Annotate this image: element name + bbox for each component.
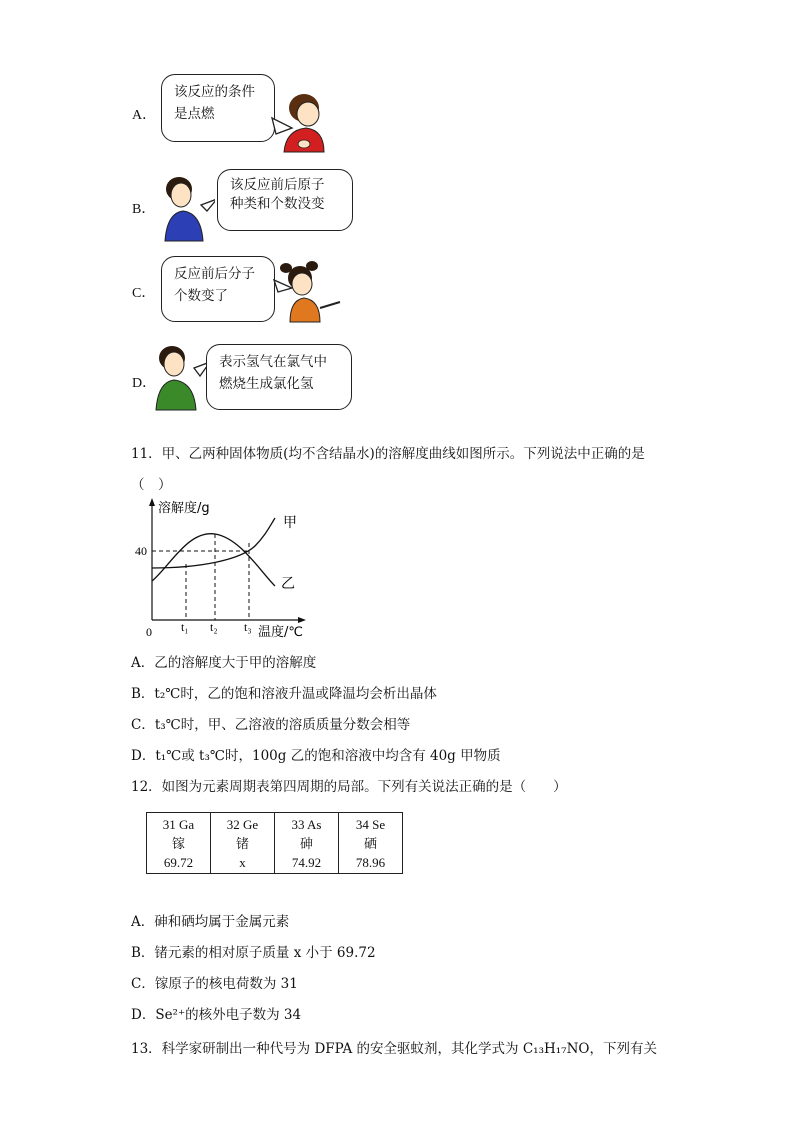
element-name: 锗	[235, 835, 249, 851]
series-label-yi: 乙	[281, 576, 295, 592]
element-mass: 69.72	[163, 854, 194, 870]
bubble-line-1: 该反应前后原子	[230, 177, 325, 193]
q11-option-c: C．t₃℃时，甲、乙溶液的溶质质量分数会相等	[131, 717, 411, 733]
y-axis-label: 溶解度/g	[158, 501, 210, 516]
bubble-line-1: 反应前后分子	[174, 266, 255, 282]
speech-bubble	[206, 344, 352, 410]
element-cell-as	[275, 813, 339, 874]
element-mass: x	[239, 854, 246, 870]
girl-pigtails-cartoon-icon	[268, 258, 348, 326]
element-header: 31 Ga	[162, 816, 195, 832]
element-cell-ge	[211, 813, 275, 874]
series-yi-curve	[152, 534, 275, 586]
q12-option-a: A．砷和硒均属于金属元素	[131, 914, 290, 930]
option-letter: A．	[132, 108, 157, 123]
bubble-line-1: 该反应的条件	[174, 84, 255, 100]
bubble-line-2: 个数变了	[174, 288, 228, 304]
element-header: 33 As	[291, 816, 322, 832]
solubility-chart	[130, 496, 330, 642]
q11-option-d: D．t₁℃或 t₃℃时，100g 乙的饱和溶液中均含有 40g 甲物质	[131, 748, 501, 764]
x-tick-label: t₁	[181, 620, 189, 634]
q12-option-c: C．镓原子的核电荷数为 31	[131, 976, 298, 992]
x-tick-label: t₃	[244, 620, 252, 634]
element-mass: 78.96	[355, 854, 386, 870]
q11-answer-paren: （ ）	[131, 477, 172, 493]
element-cell-se	[339, 813, 403, 874]
q12-stem: 12．如图为元素周期表第四周期的局部。下列有关说法正确的是（ ）	[131, 779, 567, 795]
origin-label: 0	[146, 625, 152, 639]
y-axis-arrow	[149, 498, 155, 506]
speech-bubble	[161, 256, 275, 322]
girl-cartoon-icon	[262, 88, 332, 158]
option-letter: D．	[132, 376, 157, 391]
x-axis-label: 温度/℃	[258, 625, 303, 640]
element-name: 硒	[363, 835, 377, 851]
x-tick-label: t₂	[210, 620, 218, 634]
q11-stem: 11．甲、乙两种固体物质(均不含结晶水)的溶解度曲线如图所示。下列说法中正确的是	[131, 446, 645, 462]
speech-bubble	[217, 169, 353, 231]
option-letter: B．	[132, 202, 156, 217]
element-mass: 74.92	[291, 854, 322, 870]
element-name: 镓	[171, 835, 185, 851]
bubble-line-2: 燃烧生成氯化氢	[219, 376, 314, 392]
q11-option-b: B．t₂℃时，乙的饱和溶液升温或降温均会析出晶体	[131, 686, 437, 702]
q12-option-d: D．Se²⁺的核外电子数为 34	[131, 1007, 302, 1023]
q12-option-b: B．锗元素的相对原子质量 x 小于 69.72	[131, 945, 376, 961]
chart-plot-area	[135, 498, 306, 640]
periodic-table-fragment	[146, 812, 403, 874]
element-cell-ga	[147, 813, 211, 874]
q11-option-a: A．乙的溶解度大于甲的溶解度	[131, 655, 317, 671]
bubble-line-2: 种类和个数没变	[230, 196, 325, 212]
option-letter: C．	[132, 286, 156, 301]
bubble-line-1: 表示氢气在氯气中	[219, 354, 327, 370]
element-header: 32 Ge	[226, 816, 259, 832]
q13-stem: 13．科学家研制出一种代号为 DFPA 的安全驱蚊剂，其化学式为 C₁₃H₁₇NO，下列有关	[131, 1041, 657, 1057]
boy-green-cartoon-icon	[150, 342, 208, 412]
element-header: 34 Se	[355, 816, 386, 832]
speech-bubble	[161, 74, 275, 142]
y-tick-label: 40	[135, 544, 147, 558]
element-name: 砷	[299, 835, 313, 851]
bubble-line-2: 是点燃	[174, 106, 215, 122]
x-axis-arrow	[298, 617, 306, 623]
series-label-jia: 甲	[283, 515, 297, 531]
boy-cartoon-icon	[155, 173, 215, 243]
